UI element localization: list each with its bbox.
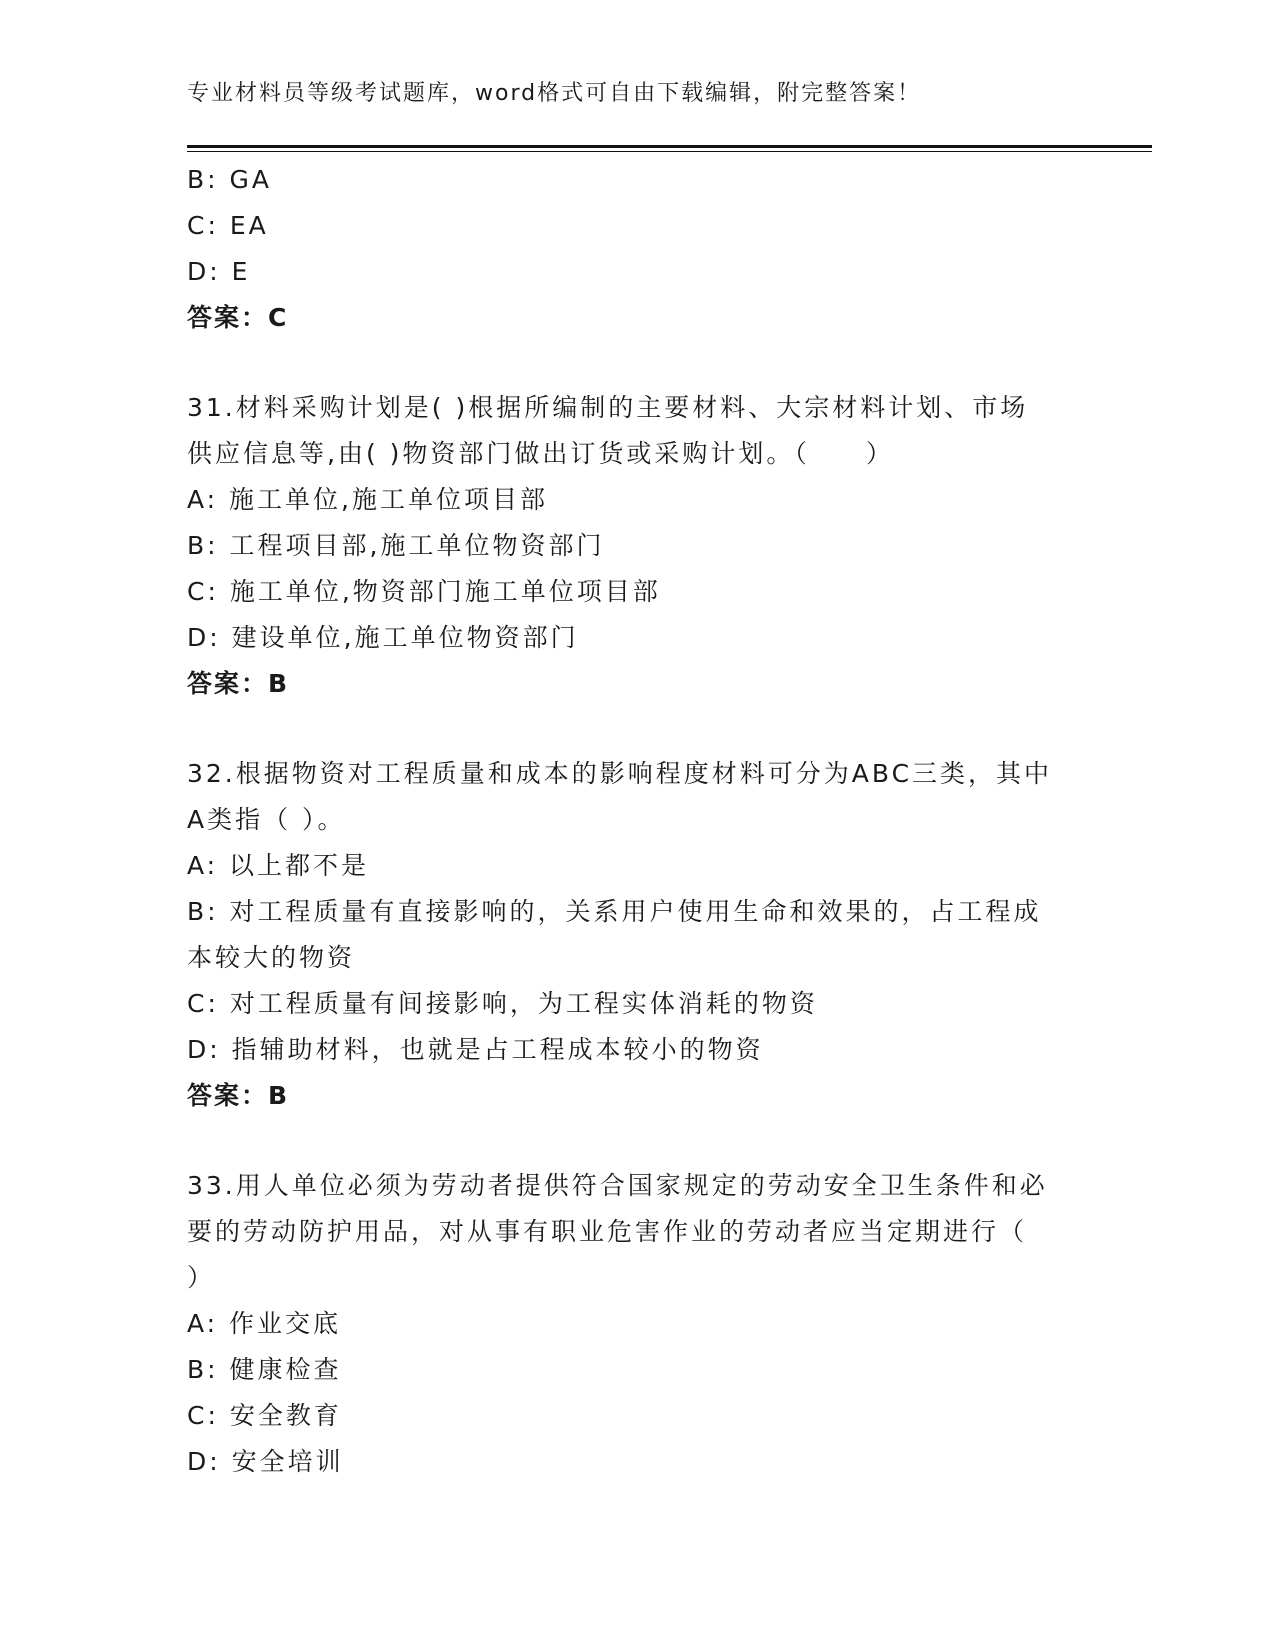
page-header: 专业材料员等级考试题库，word格式可自由下载编辑，附完整答案！ [187, 81, 922, 106]
option-d: D: 安全培训 [187, 1447, 344, 1476]
question-text: A类指（ ）。 [187, 805, 346, 834]
option-c: C: EA [187, 211, 269, 240]
option-c: C: 对工程质量有间接影响，为工程实体消耗的物资 [187, 989, 818, 1018]
option-b: B: 工程项目部,施工单位物资部门 [187, 531, 605, 560]
header-divider [187, 145, 1152, 148]
question-text: 32.根据物资对工程质量和成本的影响程度材料可分为ABC三类，其中 [187, 759, 1053, 788]
option-c: C: 施工单位,物资部门施工单位项目部 [187, 577, 661, 606]
option-a: A: 施工单位,施工单位项目部 [187, 485, 548, 514]
option-a: A: 以上都不是 [187, 851, 370, 880]
question-32 [187, 751, 1087, 1119]
question-text: 31.材料采购计划是( )根据所编制的主要材料、大宗材料计划、市场 [187, 393, 1029, 422]
question-text: 要的劳动防护用品，对从事有职业危害作业的劳动者应当定期进行（ [187, 1217, 1028, 1246]
option-d: D: 建设单位,施工单位物资部门 [187, 623, 579, 652]
answer: 答案：B [187, 1081, 290, 1110]
option-d: D: 指辅助材料，也就是占工程成本较小的物资 [187, 1035, 764, 1064]
question-text: 供应信息等,由( )物资部门做出订货或采购计划。（ ） [187, 439, 894, 468]
option-a: A: 作业交底 [187, 1309, 342, 1338]
question-33 [187, 1163, 1087, 1485]
document-body [187, 157, 1087, 1485]
option-b: B: 健康检查 [187, 1355, 342, 1384]
option-b-continued: 本较大的物资 [187, 943, 356, 972]
option-b: B: GA [187, 165, 272, 194]
option-b: B: 对工程质量有直接影响的，关系用户使用生命和效果的，占工程成 [187, 897, 1042, 926]
option-d: D: E [187, 257, 251, 286]
question-31 [187, 385, 1087, 707]
answer: 答案：B [187, 669, 290, 698]
answer: 答案：C [187, 303, 289, 332]
header-divider-thin [187, 151, 1152, 152]
prev-question [187, 157, 1087, 341]
question-text: 33.用人单位必须为劳动者提供符合国家规定的劳动安全卫生条件和必 [187, 1171, 1048, 1200]
option-c: C: 安全教育 [187, 1401, 342, 1430]
question-text: ） [187, 1263, 216, 1292]
